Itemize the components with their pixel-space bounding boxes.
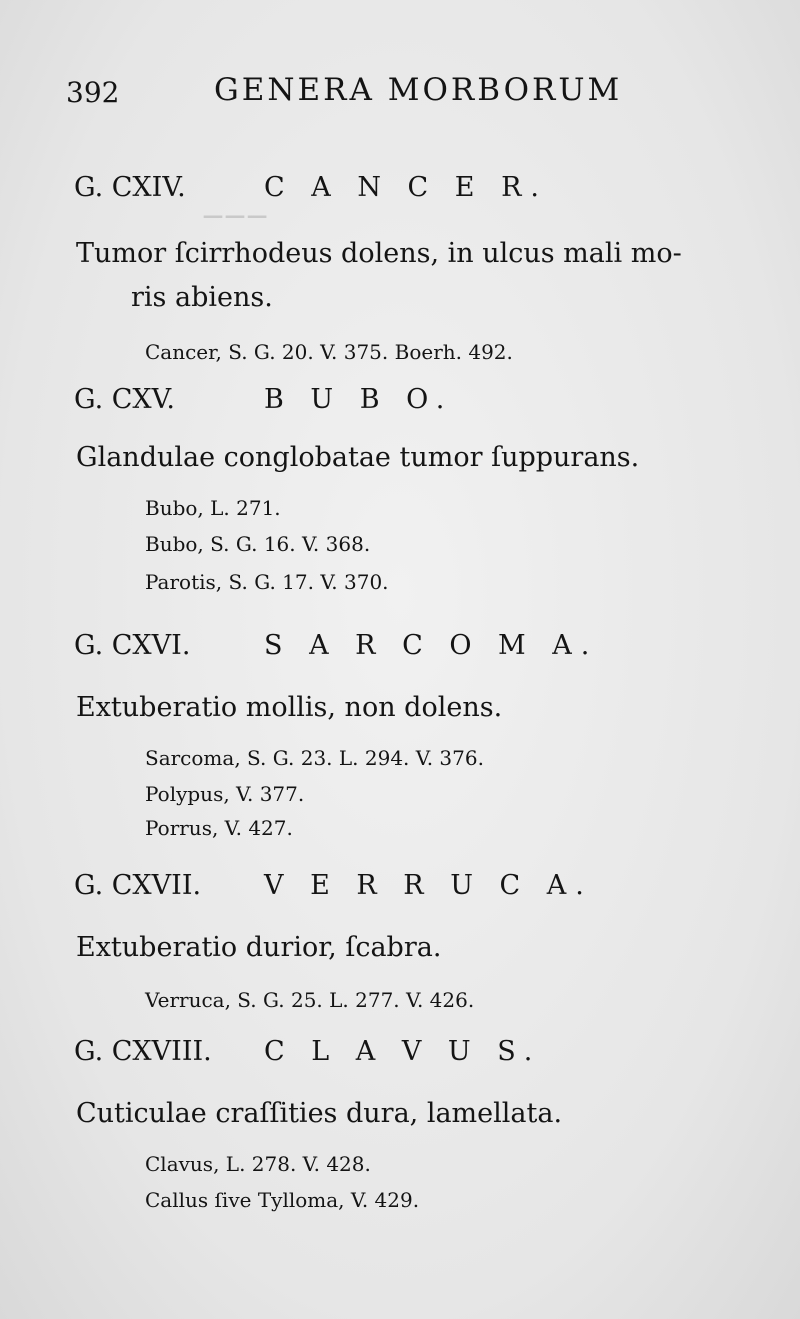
genus-definition: Extuberatio mollis, non dolens.: [76, 692, 503, 723]
genus-heading: [74, 630, 598, 661]
page-header: [66, 72, 670, 112]
genus-name: C L A V U S.: [264, 1036, 542, 1067]
genus-number: G. CXVI.: [74, 630, 191, 661]
synonym-line: Parotis, S. G. 17. V. 370.: [145, 570, 389, 594]
genus-definition: Glandulae conglobatae tumor ſuppurans.: [76, 442, 640, 473]
synonym-line: Polypus, V. 377.: [145, 782, 305, 806]
genus-heading: [74, 384, 453, 415]
page-number: 392: [66, 76, 120, 109]
genus-definition-continued: ris abiens.: [131, 282, 273, 313]
genus-number: G. CXV.: [74, 384, 176, 415]
genus-name: S A R C O M A.: [264, 630, 599, 661]
genus-name: C A N C E R.: [264, 172, 548, 203]
running-title: GENERA MORBORUM: [214, 72, 623, 108]
genus-number: G. CXVII.: [74, 870, 202, 901]
genus-heading: [74, 870, 593, 901]
synonym-line: Sarcoma, S. G. 23. L. 294. V. 376.: [145, 746, 484, 770]
genus-heading: [74, 1036, 541, 1067]
synonym-line: Cancer, S. G. 20. V. 375. Boerh. 492.: [145, 340, 513, 364]
genus-name: V E R R U C A.: [264, 870, 593, 901]
synonym-line: Bubo, S. G. 16. V. 368.: [145, 532, 371, 556]
synonym-line: Callus ſive Tylloma, V. 429.: [145, 1188, 420, 1212]
genus-definition: Tumor ſcirrhodeus dolens, in ulcus mali mo-: [76, 238, 682, 269]
genus-number: G. CXVIII.: [74, 1036, 212, 1067]
bleed-through-mark: ───: [200, 200, 267, 235]
synonym-line: Verruca, S. G. 25. L. 277. V. 426.: [145, 988, 475, 1012]
synonym-line: Porrus, V. 427.: [145, 816, 293, 840]
genus-definition: Cuticulae craſſities dura, lamellata.: [76, 1098, 563, 1129]
genus-number: G. CXIV.: [74, 172, 186, 203]
synonym-line: Bubo, L. 271.: [145, 496, 281, 520]
genus-definition: Extuberatio durior, ſcabra.: [76, 932, 442, 963]
synonym-line: Clavus, L. 278. V. 428.: [145, 1152, 371, 1176]
genus-heading: [74, 172, 548, 203]
genus-name: B U B O.: [264, 384, 454, 415]
